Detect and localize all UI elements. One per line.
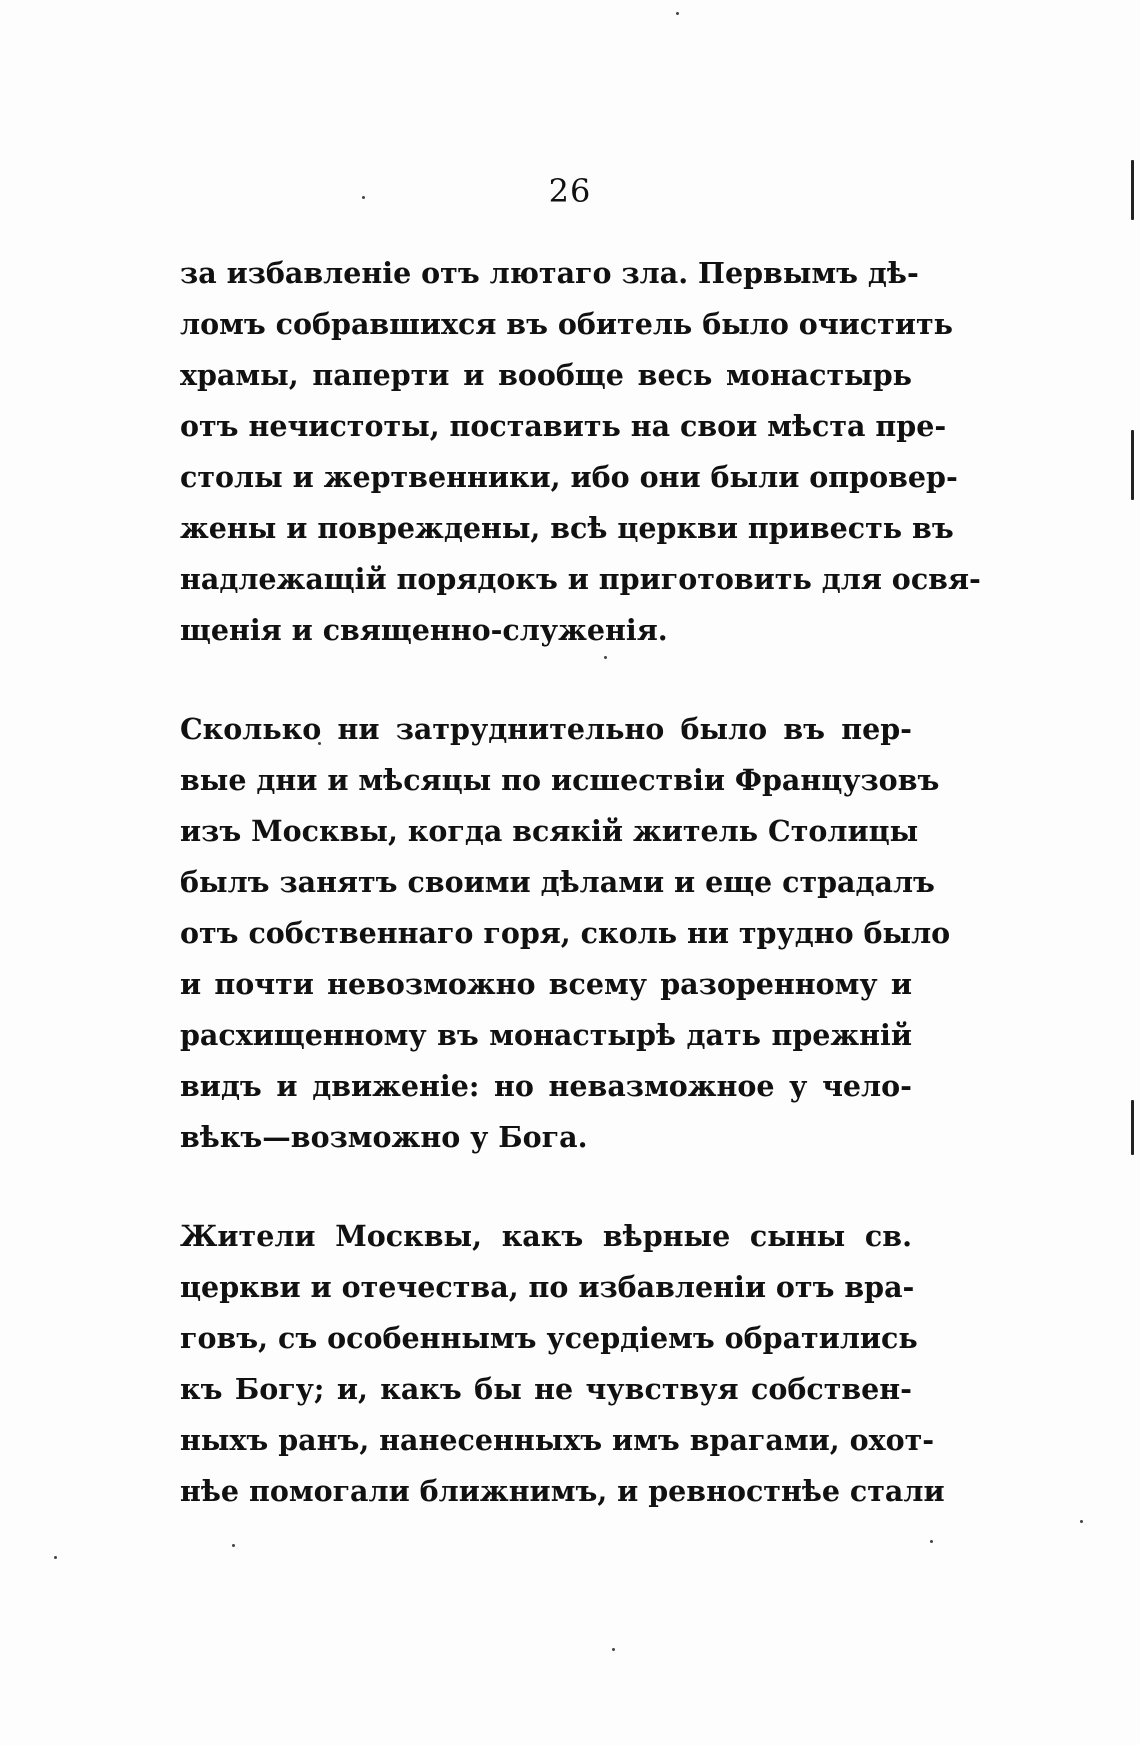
text-line: говъ, съ особеннымъ усердіемъ обратились bbox=[180, 1321, 918, 1355]
text-line: видъ и движеніе: но невазможное у чело- bbox=[180, 1069, 912, 1103]
paragraph-1 bbox=[180, 248, 981, 656]
scan-edge-mark bbox=[1131, 430, 1134, 500]
body-text bbox=[180, 248, 981, 1517]
scan-speck bbox=[232, 1544, 235, 1547]
text-line: надлежащій порядокъ и приготовить для освя- bbox=[180, 562, 981, 596]
text-line: нѣе помогали ближнимъ, и ревностнѣе стали bbox=[180, 1474, 945, 1508]
paragraph-2 bbox=[180, 704, 951, 1163]
text-line: храмы, паперти и вообще весь монастырь bbox=[180, 358, 912, 392]
scan-speck bbox=[1080, 1520, 1083, 1523]
text-line: вые дни и мѣсяцы по исшествіи Французовъ bbox=[180, 763, 940, 797]
text-line: къ Богу; и, какъ бы не чувствуя собствен- bbox=[180, 1372, 912, 1406]
page-number: 26 bbox=[548, 172, 592, 210]
text-line: ломъ собравшихся въ обитель было очистить bbox=[180, 307, 953, 341]
text-line: жены и повреждены, всѣ церкви привесть въ bbox=[180, 511, 954, 545]
text-line: и почти невозможно всему разоренному и bbox=[180, 967, 912, 1001]
scan-edge-mark bbox=[1131, 1100, 1134, 1155]
text-line: церкви и отечества, по избавленіи отъ вра- bbox=[180, 1270, 915, 1304]
text-line: отъ собственнаго горя, сколь ни трудно было bbox=[180, 916, 951, 950]
text-line: былъ занятъ своими дѣлами и еще страдалъ bbox=[180, 865, 935, 899]
scan-speck bbox=[676, 12, 679, 15]
text-line: изъ Москвы, когда всякій житель Столицы bbox=[180, 814, 919, 848]
text-line: Жители Москвы, какъ вѣрные сыны св. bbox=[180, 1219, 912, 1253]
text-line: отъ нечистоты, поставить на свои мѣста пре- bbox=[180, 409, 947, 443]
text-line: Сколько ни затруднительно было въ пер- bbox=[180, 712, 912, 746]
text-line: расхищенному въ монастырѣ дать прежній bbox=[180, 1018, 912, 1052]
text-line: ныхъ ранъ, нанесенныхъ имъ врагами, охот- bbox=[180, 1423, 935, 1457]
text-line: вѣкъ—возможно у Бога. bbox=[180, 1120, 588, 1154]
paragraph-3 bbox=[180, 1211, 945, 1517]
scan-speck bbox=[612, 1648, 615, 1651]
text-line: щенія и священно-служенія. bbox=[180, 613, 668, 647]
text-line: столы и жертвенники, ибо они были опровер- bbox=[180, 460, 958, 494]
scan-speck bbox=[54, 1556, 57, 1559]
scan-speck bbox=[930, 1540, 933, 1543]
text-line: за избавленіе отъ лютаго зла. Первымъ дѣ- bbox=[180, 256, 919, 290]
